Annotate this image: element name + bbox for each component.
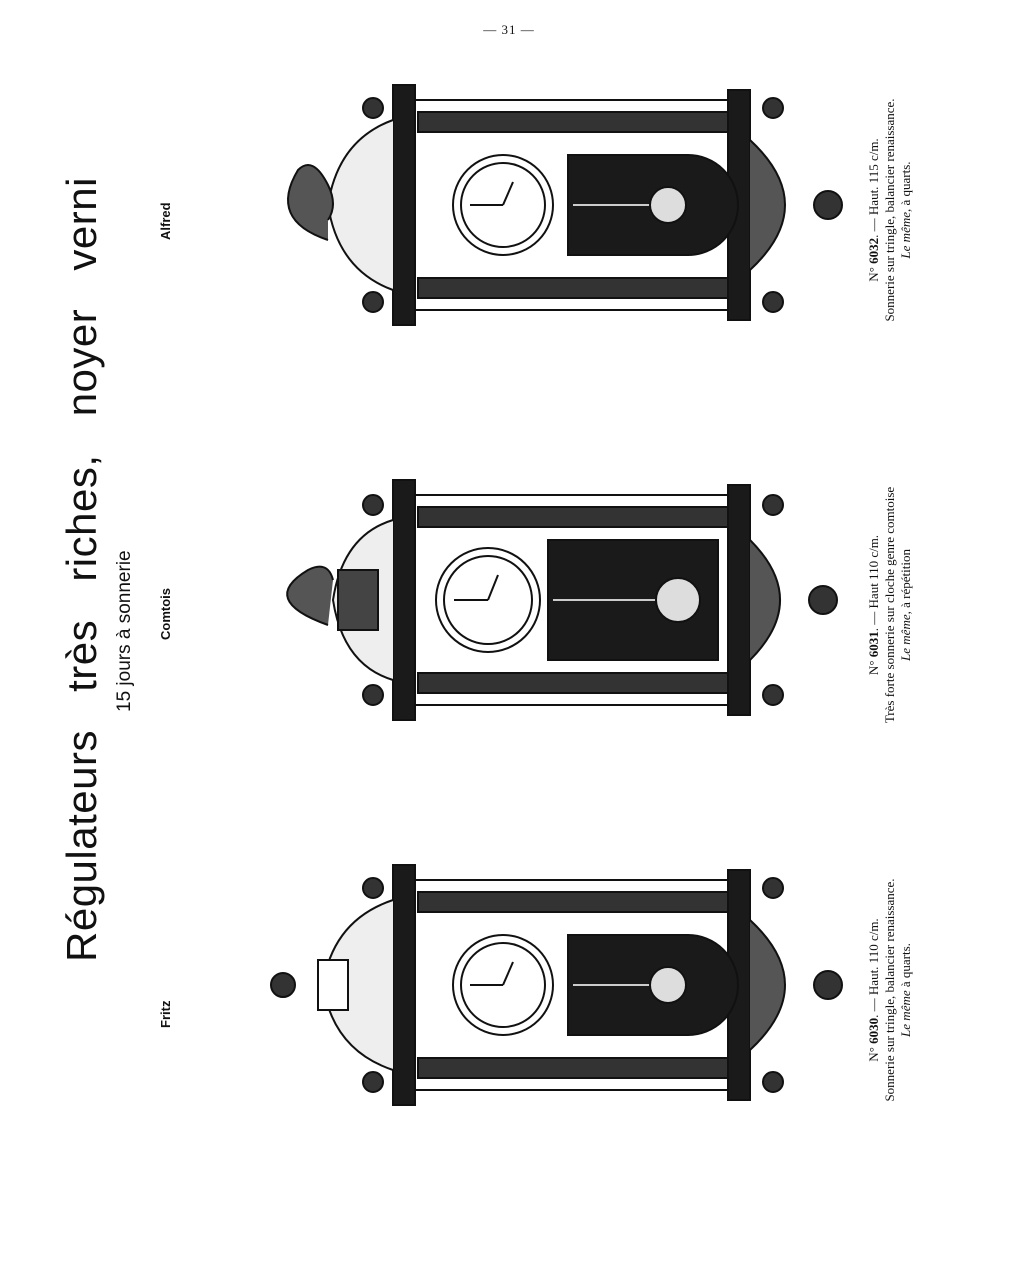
- clock-name-comtois: Comtois: [158, 588, 173, 640]
- caption-fritz-line3: Le même à quarts.: [898, 943, 913, 1037]
- caption-comtois-line3: Le même, à répétition: [898, 549, 913, 661]
- clock-name-alfred: Alfred: [158, 202, 173, 240]
- caption-comtois-line1: N° 6031. — Haut 110 c/m.: [866, 534, 881, 676]
- clock-illustration-fritz: [188, 850, 868, 1120]
- caption-alfred-line2: Sonnerie sur tringle, balancier renaissance.: [882, 98, 897, 322]
- caption-fritz-line2: Sonnerie sur tringle, balancier renaissance.: [882, 878, 897, 1102]
- caption-alfred-line1: N° 6032. — Haut. 115 c/m.: [866, 138, 881, 282]
- caption-fritz-line1: N° 6030. — Haut. 110 c/m.: [866, 918, 881, 1062]
- page-subtitle: 15 jours à sonnerie: [114, 550, 135, 712]
- page-number: — 31 —: [483, 22, 535, 37]
- caption-alfred-line3: Le même, à quarts.: [898, 161, 913, 259]
- caption-alfred: [866, 80, 914, 340]
- caption-comtois: [866, 475, 914, 735]
- clock-name-fritz: Fritz: [158, 1000, 173, 1028]
- clock-illustration-comtois: [188, 465, 868, 735]
- caption-comtois-line2: Très forte sonnerie sur cloche genre comtoise: [882, 486, 897, 724]
- page-title: Régulateurs très riches, noyer verni: [58, 177, 105, 962]
- caption-fritz: [866, 860, 914, 1120]
- clock-illustration-alfred: [188, 70, 868, 340]
